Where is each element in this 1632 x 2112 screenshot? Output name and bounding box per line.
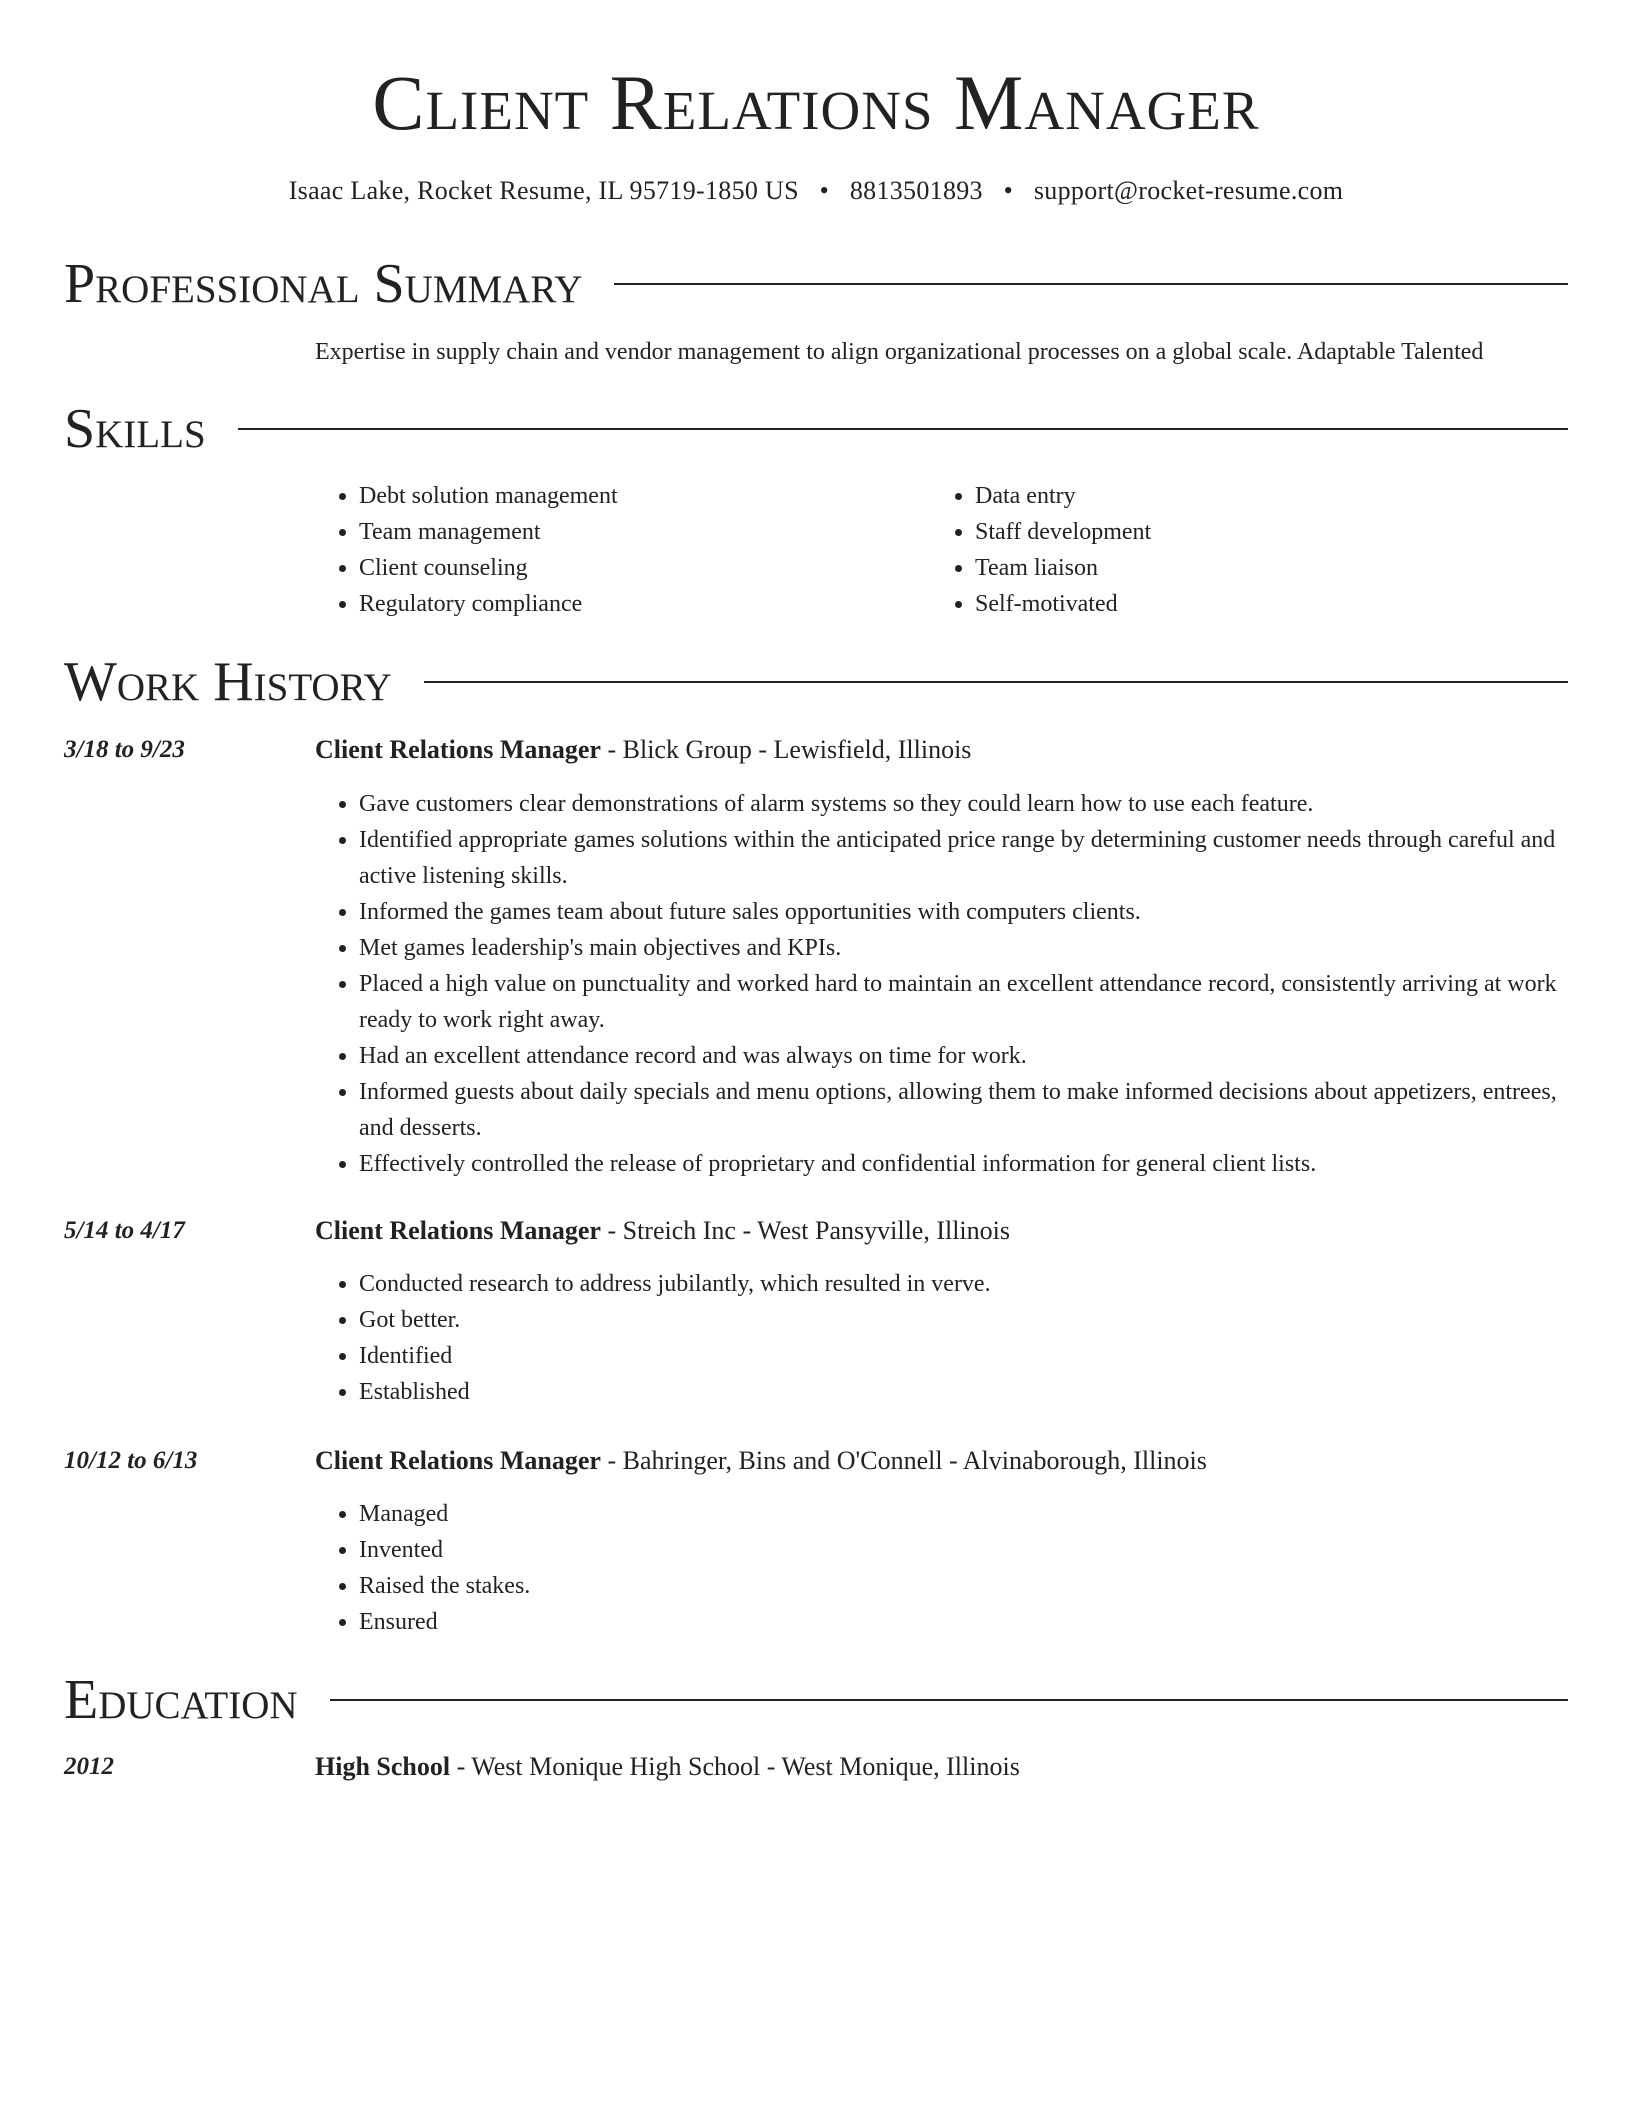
skill-item: • Self-motivated <box>975 586 1547 622</box>
job-details: - Streich Inc - West Pansyville, Illinois <box>600 1216 1010 1245</box>
job-bullet: • Identified <box>359 1338 1568 1374</box>
skills-column-right <box>931 478 1547 622</box>
job-bullet: • Conducted research to address jubilantly, which resulted in verve. <box>359 1266 1568 1302</box>
summary-heading: Professional Summary <box>64 253 583 315</box>
section-divider <box>424 681 1568 683</box>
education-degree: High School <box>315 1752 451 1781</box>
skill-item: • Team liaison <box>975 550 1547 586</box>
contact-email: support@rocket-resume.com <box>1033 176 1344 205</box>
contact-line <box>64 174 1568 208</box>
resume-title: Client Relations Manager <box>372 59 1260 146</box>
job-bullets <box>315 786 1568 1182</box>
work-section-header <box>64 650 1568 714</box>
job-bullet: • Met games leadership's main objectives and KPIs. <box>359 930 1568 966</box>
contact-phone: 8813501893 <box>849 176 983 205</box>
skill-item: • Data entry <box>975 478 1547 514</box>
skills-section-header <box>64 397 1568 461</box>
job-bullet: • Identified appropriate games solutions within the anticipated price range by determining customer needs through careful and active listening skills. <box>359 822 1568 894</box>
section-divider <box>238 428 1568 430</box>
skills-column-left <box>315 478 931 622</box>
skill-item: • Client counseling <box>359 550 931 586</box>
education-heading: Education <box>64 1669 298 1731</box>
skills-list <box>315 478 1568 622</box>
job-title: Client Relations Manager <box>315 1216 601 1245</box>
job-title: Client Relations Manager <box>315 1446 601 1475</box>
skill-item: • Regulatory compliance <box>359 586 931 622</box>
summary-section-header <box>64 252 1568 316</box>
skill-item: • Staff development <box>975 514 1547 550</box>
job-details: - Blick Group - Lewisfield, Illinois <box>600 735 972 764</box>
education-year: 2012 <box>64 1753 114 1780</box>
work-heading: Work History <box>64 651 392 713</box>
job-bullets <box>315 1266 1568 1410</box>
job-title: Client Relations Manager <box>315 735 601 764</box>
job-bullet: • Informed guests about daily specials and menu options, allowing them to make informed decisions about appetizers, entrees, and desserts. <box>359 1074 1568 1146</box>
job-bullet: • Effectively controlled the release of proprietary and confidential information for general client lists. <box>359 1146 1568 1182</box>
skill-item: • Debt solution management <box>359 478 931 514</box>
job-heading <box>315 732 1568 768</box>
job-bullets <box>315 1496 1568 1640</box>
section-divider <box>614 283 1568 285</box>
job-details: - Bahringer, Bins and O'Connell - Alvinaborough, Illinois <box>600 1446 1207 1475</box>
job-bullet: • Invented <box>359 1532 1568 1568</box>
education-section-header <box>64 1668 1568 1732</box>
job-bullet: • Had an excellent attendance record and was always on time for work. <box>359 1038 1568 1074</box>
job-dates: 10/12 to 6/13 <box>64 1447 198 1474</box>
skills-heading: Skills <box>64 398 206 460</box>
job-bullet: • Placed a high value on punctuality and worked hard to maintain an excellent attendance record, consistently arriving at work ready to work right away. <box>359 966 1568 1038</box>
contact-address: Isaac Lake, Rocket Resume, IL 95719-1850 US <box>288 176 799 205</box>
contact-separator: • <box>1003 176 1014 205</box>
skill-item: • Team management <box>359 514 931 550</box>
contact-separator: • <box>819 176 830 205</box>
job-heading <box>315 1213 1568 1249</box>
summary-text: Expertise in supply chain and vendor management to align organizational processes on a global scale. Adaptable Talented <box>315 339 1484 365</box>
section-divider <box>330 1699 1568 1701</box>
job-bullet: • Informed the games team about future sales opportunities with computers clients. <box>359 894 1568 930</box>
job-dates: 5/14 to 4/17 <box>64 1217 185 1244</box>
job-bullet: • Ensured <box>359 1604 1568 1640</box>
job-heading <box>315 1443 1568 1479</box>
job-bullet: • Raised the stakes. <box>359 1568 1568 1604</box>
job-bullet: • Gave customers clear demonstrations of alarm systems so they could learn how to use each feature. <box>359 786 1568 822</box>
job-bullet: • Got better. <box>359 1302 1568 1338</box>
job-bullet: • Managed <box>359 1496 1568 1532</box>
job-bullet: • Established <box>359 1374 1568 1410</box>
job-dates: 3/18 to 9/23 <box>64 736 185 763</box>
education-heading-line <box>315 1749 1568 1785</box>
education-details: - West Monique High School - West Monique, Illinois <box>450 1752 1020 1781</box>
